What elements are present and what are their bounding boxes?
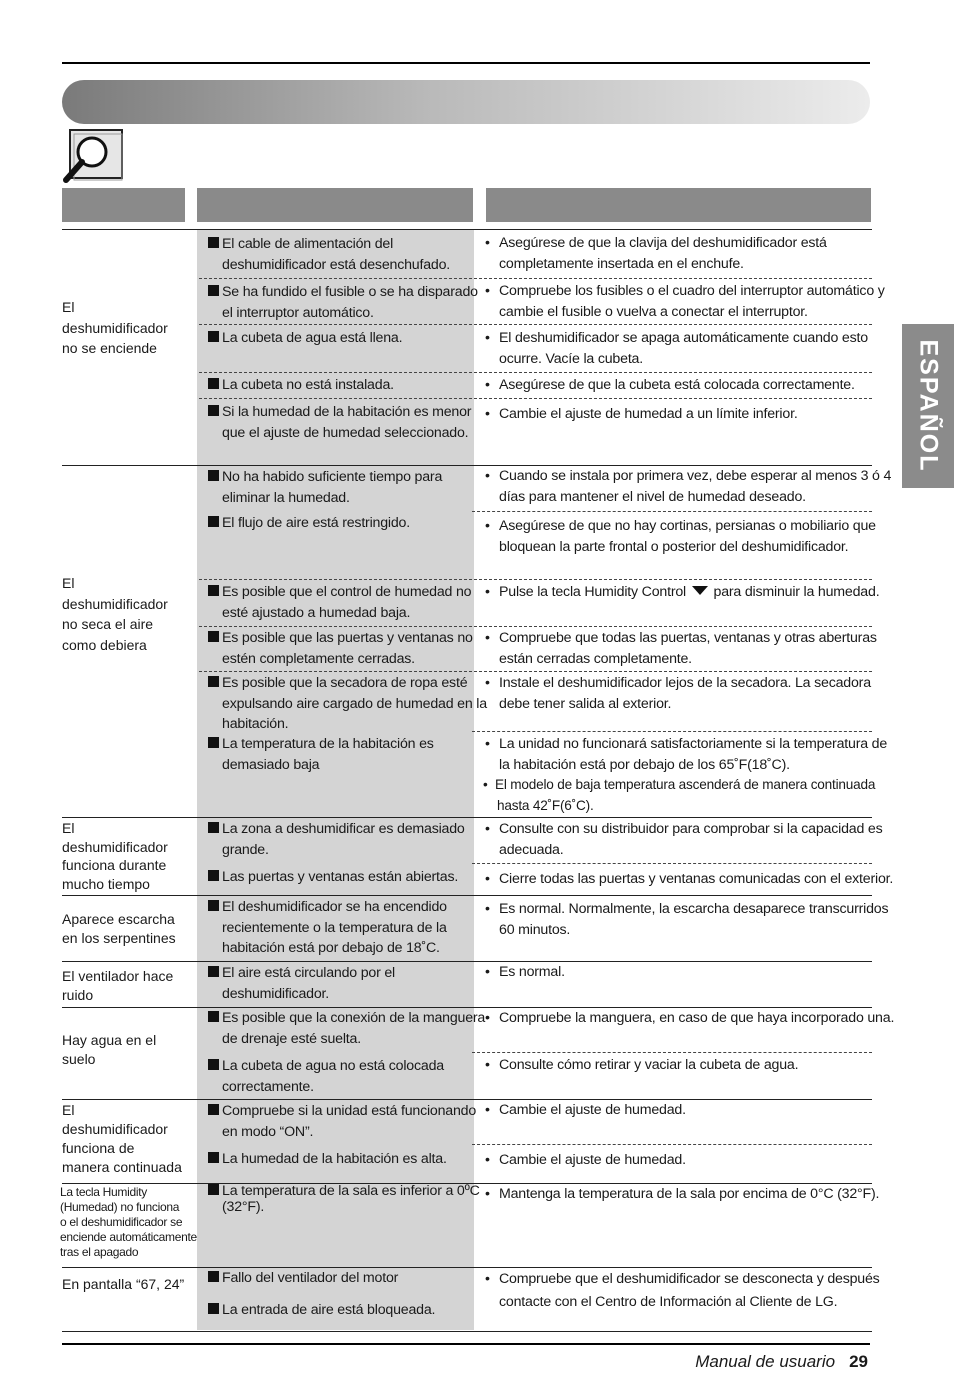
cause: El deshumidificador se ha encendido recientemente o la temperatura de la habitación está por debajo de 18˚C.: [208, 897, 492, 959]
group-no-enciende: [62, 229, 885, 465]
group-escarcha: [62, 895, 889, 961]
problem-label: El deshumidificador no seca el aire como debiera: [62, 575, 168, 653]
problem-label: El deshumidificador funciona durante mucho tiempo: [62, 820, 168, 892]
cause: La temperatura de la sala es inferior a 0ºC (32°F).: [208, 1184, 492, 1215]
cause: Fallo del ventilador del motor: [208, 1268, 492, 1289]
cause: La zona a deshumidificar es demasiado grande.: [208, 819, 492, 860]
cause: El aire está circulando por el deshumidificador.: [208, 963, 492, 1004]
footer-label: Manual de usuario: [695, 1352, 836, 1371]
group-continuada: [62, 1099, 872, 1183]
cause: Es posible que la conexión de la manguera de drenaje esté suelta.: [208, 1008, 492, 1049]
solution: • Cierre todas las puertas y ventanas comunicadas con el exterior.: [485, 871, 894, 887]
solution: • Es normal. Normalmente, la escarcha desaparece transcurridos 60 minutos.: [485, 901, 889, 938]
problem-label: El deshumidificador funciona de manera continuada: [62, 1102, 182, 1175]
solution: • Asegúrese de que la cubeta está colocada correctamente.: [485, 377, 855, 393]
cause: La cubeta de agua está llena.: [208, 328, 492, 349]
solution: • Cuando se instala por primera vez, debe esperar al menos 3 ó 4 días para mantener el nivel de humedad deseado.: [485, 468, 892, 505]
cause: Es posible que las puertas y ventanas no estén completamente cerradas.: [208, 628, 492, 669]
problem-label: Aparece escarcha en los serpentines: [62, 911, 176, 946]
solution: • Compruebe que el deshumidificador se desconecta y después contacte con el Centro de Información al Cliente de LG.: [485, 1271, 880, 1310]
cause: Es posible que la secadora de ropa esté expulsando aire cargado de humedad en la habitación.: [208, 673, 492, 735]
problem-label: La tecla Humidity (Humedad) no funciona o el deshumidificador se enciende automáticamente tras el apagado: [60, 1185, 197, 1259]
header-cause: [197, 188, 473, 222]
solution: • Mantenga la temperatura de la sala por encima de 0°C (32°F).: [485, 1186, 880, 1202]
header-problem: [62, 188, 185, 222]
solution: • Asegúrese de que no hay cortinas, persianas o mobiliario que bloquean la parte frontal o posterior del deshumidificador.: [485, 518, 876, 555]
group-no-seca: [62, 465, 892, 817]
cause: Las puertas y ventanas están abiertas.: [208, 867, 492, 888]
problem-label: El deshumidificador no se enciende: [62, 299, 168, 356]
bottom-rule: [62, 1343, 870, 1345]
cause: La entrada de aire está bloqueada.: [208, 1300, 492, 1321]
cause: Si la humedad de la habitación es menor que el ajuste de humedad seleccionado.: [208, 402, 492, 443]
cause: No ha habido suficiente tiempo para eliminar la humedad.: [208, 467, 492, 508]
solution: • Consulte con su distribuidor para comprobar si la capacidad es adecuada.: [485, 821, 883, 858]
solution: • Cambie el ajuste de humedad a un límite inferior.: [485, 406, 798, 422]
problem-label: El ventilador hace ruido: [62, 968, 174, 1003]
cause: La cubeta de agua no está colocada correctamente.: [208, 1056, 492, 1097]
header-solution: [486, 188, 871, 222]
solution: • Es normal.: [485, 964, 565, 980]
group-pantalla: [62, 1267, 880, 1331]
cause: El flujo de aire está restringido.: [208, 513, 492, 534]
title-banner: [62, 80, 870, 124]
cause: El cable de alimentación del deshumidificador está desenchufado.: [208, 234, 492, 275]
solution: • Compruebe que todas las puertas, ventanas y otras aberturas están cerradas completamente.: [485, 630, 877, 667]
solution: • La unidad no funcionará satisfactoriamente si la temperatura de la habitación está por debajo de los 65˚F(18˚C).: [485, 736, 888, 773]
language-tab: ESPAÑOL: [902, 324, 954, 488]
page-number: 29: [849, 1352, 868, 1371]
solution: • El deshumidificador se apaga automáticamente cuando esto ocurre. Vacíe la cubeta.: [485, 330, 868, 367]
solution: • Compruebe los fusibles o el cuadro del interruptor automático y cambie el fusible o vuelva a conectar el interruptor.: [485, 283, 885, 320]
magnifier-icon: [62, 128, 126, 186]
solution: • Compruebe la manguera, en caso de que haya incorporado una.: [485, 1010, 895, 1026]
solution: • Instale el deshumidificador lejos de la secadora. La secadora debe tener salida al exterior.: [485, 675, 871, 712]
cause: La humedad de la habitación es alta.: [208, 1149, 492, 1170]
problem-label: En pantalla “67, 24”: [62, 1276, 185, 1292]
cause: Compruebe si la unidad está funcionando en modo “ON”.: [208, 1101, 492, 1142]
cause: Es posible que el control de humedad no esté ajustado a humedad baja.: [208, 582, 492, 623]
cause: La cubeta no está instalada.: [208, 375, 492, 396]
group-mucho-tiempo: [62, 817, 894, 895]
group-ruido: [62, 961, 872, 1007]
solution: • Cambie el ajuste de humedad.: [485, 1102, 686, 1118]
group-tecla-humidity: [60, 1183, 880, 1267]
solution: • Asegúrese de que la clavija del deshumidificador está completamente insertada en el enchufe.: [485, 235, 827, 272]
solution: • Consulte cómo retirar y vaciar la cubeta de agua.: [485, 1057, 799, 1073]
group-agua-suelo: [62, 1007, 895, 1099]
problem-label: Hay agua en el suelo: [62, 1032, 157, 1067]
top-rule: [62, 62, 870, 64]
solution: • Cambie el ajuste de humedad.: [485, 1152, 686, 1168]
cause: Se ha fundido el fusible o se ha disparado el interruptor automático.: [208, 282, 492, 323]
solution: • El modelo de baja temperatura ascenderá de manera continuada hasta 42˚F(6˚C).: [483, 777, 876, 813]
down-triangle-icon: [692, 586, 708, 595]
page-footer: [695, 1352, 868, 1372]
solution: • Pulse la tecla Humidity Control para disminuir la humedad.: [485, 584, 880, 600]
cause: La temperatura de la habitación es demasiado baja: [208, 734, 492, 775]
